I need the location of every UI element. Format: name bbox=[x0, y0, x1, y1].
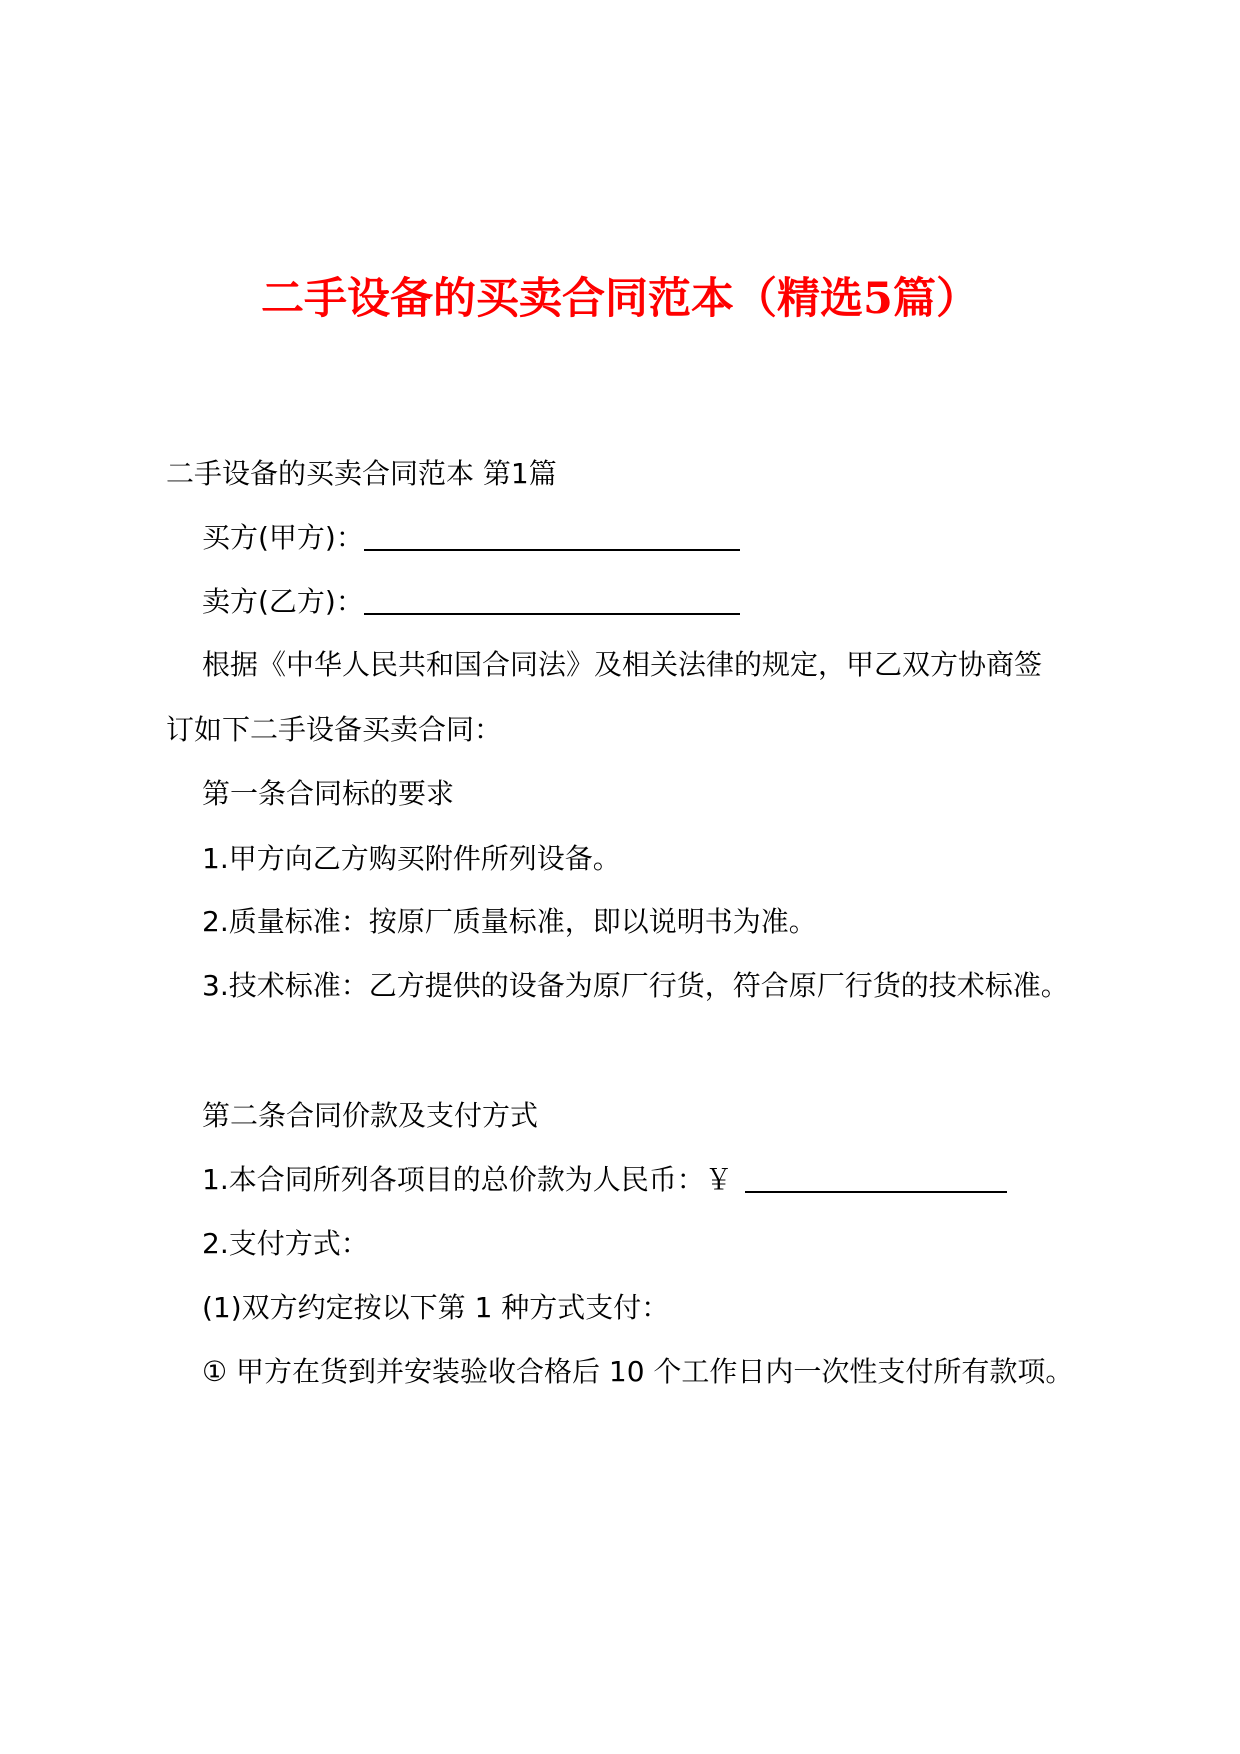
seller-blank[interactable] bbox=[364, 613, 740, 615]
seller-label: 卖方(乙方)： bbox=[202, 585, 364, 618]
document-title: 二手设备的买卖合同范本（精选5篇） bbox=[261, 274, 979, 324]
price-label: 1.本合同所列各项目的总价款为人民币：￥ bbox=[202, 1163, 733, 1196]
article1-heading: 第一条合同标的要求 bbox=[202, 777, 455, 810]
price-blank[interactable] bbox=[745, 1191, 1007, 1193]
article1-item2: 2.质量标准：按原厂质量标准，即以说明书为准。 bbox=[202, 905, 817, 938]
buyer-label: 买方(甲方)： bbox=[202, 521, 364, 554]
intro-paragraph-line1: 根据《中华人民共和国合同法》及相关法律的规定，甲乙双方协商签 bbox=[202, 648, 1043, 681]
price-line bbox=[202, 1163, 1007, 1196]
article2-heading: 第二条合同价款及支付方式 bbox=[202, 1099, 539, 1132]
article1-item3: 3.技术标准：乙方提供的设备为原厂行货，符合原厂行货的技术标准。 bbox=[202, 969, 1069, 1002]
article1-item1: 1.甲方向乙方购买附件所列设备。 bbox=[202, 842, 621, 875]
buyer-blank[interactable] bbox=[364, 549, 740, 551]
buyer-line bbox=[202, 521, 740, 554]
intro-paragraph-line2: 订如下二手设备买卖合同： bbox=[166, 713, 503, 746]
section-heading: 二手设备的买卖合同范本 第1篇 bbox=[166, 457, 557, 490]
article2-item2: 2.支付方式： bbox=[202, 1227, 369, 1260]
seller-line bbox=[202, 585, 740, 618]
article2-item4: ① 甲方在货到并安装验收合格后 10 个工作日内一次性支付所有款项。 bbox=[202, 1355, 1074, 1388]
article2-item3: (1)双方约定按以下第 1 种方式支付： bbox=[202, 1291, 670, 1324]
